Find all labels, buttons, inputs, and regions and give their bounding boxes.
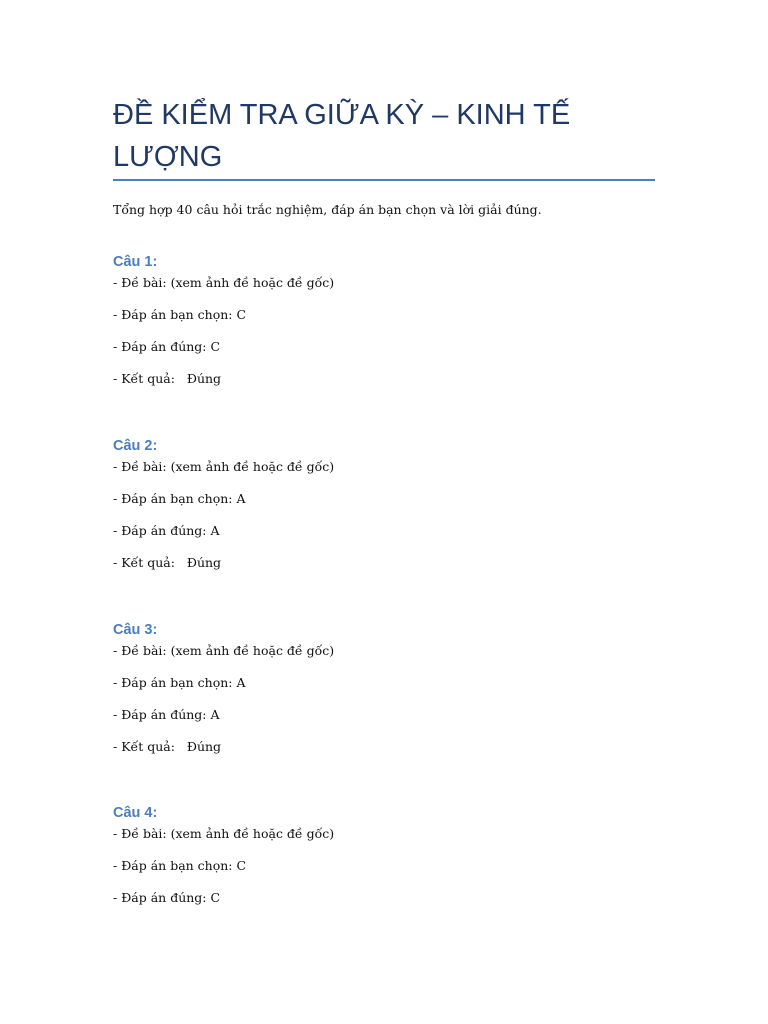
correct-answer: - Đáp án đúng: A [113, 523, 220, 538]
correct-answer: - Đáp án đúng: C [113, 339, 221, 354]
question-prompt: - Đề bài: (xem ảnh đề hoặc đề gốc) [113, 275, 335, 290]
question-result: - Kết quả: Đúng [113, 555, 222, 570]
title-underline [113, 179, 655, 181]
question-prompt: - Đề bài: (xem ảnh đề hoặc đề gốc) [113, 459, 335, 474]
correct-answer: - Đáp án đúng: C [113, 890, 221, 905]
question-prompt: - Đề bài: (xem ảnh đề hoặc đề gốc) [113, 826, 335, 841]
question-heading: Câu 2: [113, 438, 158, 454]
question-heading: Câu 3: [113, 622, 158, 638]
question-result: - Kết quả: Đúng [113, 739, 222, 754]
chosen-answer: - Đáp án bạn chọn: A [113, 675, 246, 690]
correct-answer: - Đáp án đúng: A [113, 707, 220, 722]
question-heading: Câu 1: [113, 254, 158, 270]
question-result: - Kết quả: Đúng [113, 371, 222, 386]
question-heading: Câu 4: [113, 805, 158, 821]
chosen-answer: - Đáp án bạn chọn: A [113, 491, 246, 506]
document-title: ĐỀ KIỂM TRA GIỮA KỲ – KINH TẾ LƯỢNG [113, 99, 571, 173]
document-intro: Tổng hợp 40 câu hỏi trắc nghiệm, đáp án bạn chọn và lời giải đúng. [113, 202, 542, 217]
chosen-answer: - Đáp án bạn chọn: C [113, 307, 247, 322]
chosen-answer: - Đáp án bạn chọn: C [113, 858, 247, 873]
question-prompt: - Đề bài: (xem ảnh đề hoặc đề gốc) [113, 643, 335, 658]
